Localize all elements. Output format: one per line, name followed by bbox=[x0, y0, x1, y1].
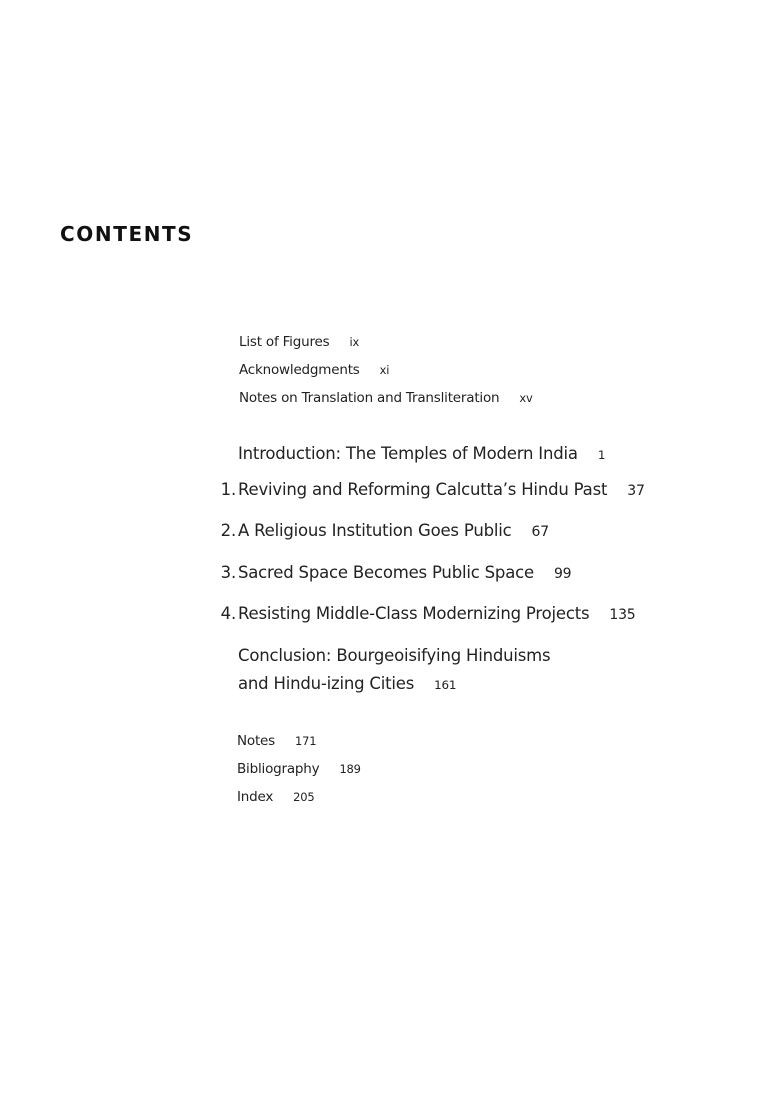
chapter-number: 4. bbox=[220, 604, 236, 623]
toc-entry-bibliography[interactable] bbox=[237, 761, 361, 777]
toc-entry-list-of-figures[interactable] bbox=[239, 334, 359, 350]
toc-entry-title-wrap bbox=[238, 563, 571, 582]
chapter-number: 1. bbox=[220, 480, 236, 499]
toc-entry-title-wrap bbox=[238, 674, 456, 693]
toc-entry-notes-on-translation[interactable] bbox=[239, 390, 533, 406]
toc-entry-title: Sacred Space Becomes Public Space bbox=[238, 563, 534, 582]
toc-entry-page: 99 bbox=[553, 566, 572, 582]
toc-entry-page: ix bbox=[349, 335, 360, 349]
toc-entry-page: 67 bbox=[531, 524, 549, 540]
toc-entry-title-wrap bbox=[238, 646, 550, 665]
toc-entry-title: Acknowledgments bbox=[239, 362, 360, 378]
toc-entry-page: 189 bbox=[339, 762, 361, 776]
chapter-number: 3. bbox=[220, 563, 236, 582]
toc-entry-title-wrap bbox=[238, 480, 645, 499]
toc-entry-title-line2: and Hindu-izing Cities bbox=[238, 674, 415, 693]
toc-entry-page: xv bbox=[519, 391, 533, 405]
toc-entry-title: Bibliography bbox=[237, 761, 320, 777]
toc-entry-page: 171 bbox=[295, 734, 317, 748]
toc-entry-title-line1: Conclusion: Bourgeoisifying Hinduisms bbox=[238, 646, 551, 665]
toc-entry-title: List of Figures bbox=[239, 334, 330, 350]
toc-entry-title: Notes on Translation and Transliteration bbox=[239, 390, 500, 406]
toc-entry-title: Notes bbox=[237, 733, 275, 749]
toc-entry-page: 1 bbox=[597, 448, 606, 462]
toc-entry-acknowledgments[interactable] bbox=[239, 362, 389, 378]
toc-entry-title: Index bbox=[237, 789, 274, 805]
page-title: CONTENTS bbox=[60, 222, 194, 246]
toc-entry-title-wrap bbox=[238, 521, 549, 540]
toc-entry-index[interactable] bbox=[237, 789, 314, 805]
toc-entry-title: A Religious Institution Goes Public bbox=[238, 521, 512, 540]
toc-entry-page: xi bbox=[379, 363, 390, 377]
toc-entry-title: Reviving and Reforming Calcutta’s Hindu Past bbox=[238, 480, 608, 499]
toc-entry-title: Introduction: The Temples of Modern India bbox=[238, 444, 578, 463]
toc-entry-title: Resisting Middle-Class Modernizing Projects bbox=[238, 604, 590, 623]
toc-entry-title-wrap bbox=[238, 604, 636, 623]
toc-entry-title-wrap bbox=[238, 444, 605, 463]
toc-entry-notes[interactable] bbox=[237, 733, 316, 749]
toc-entry-page: 37 bbox=[627, 483, 645, 499]
toc-entry-page: 161 bbox=[434, 678, 457, 692]
toc-entry-page: 205 bbox=[293, 790, 315, 804]
toc-entry-page: 135 bbox=[609, 607, 636, 623]
chapter-number: 2. bbox=[220, 521, 236, 540]
